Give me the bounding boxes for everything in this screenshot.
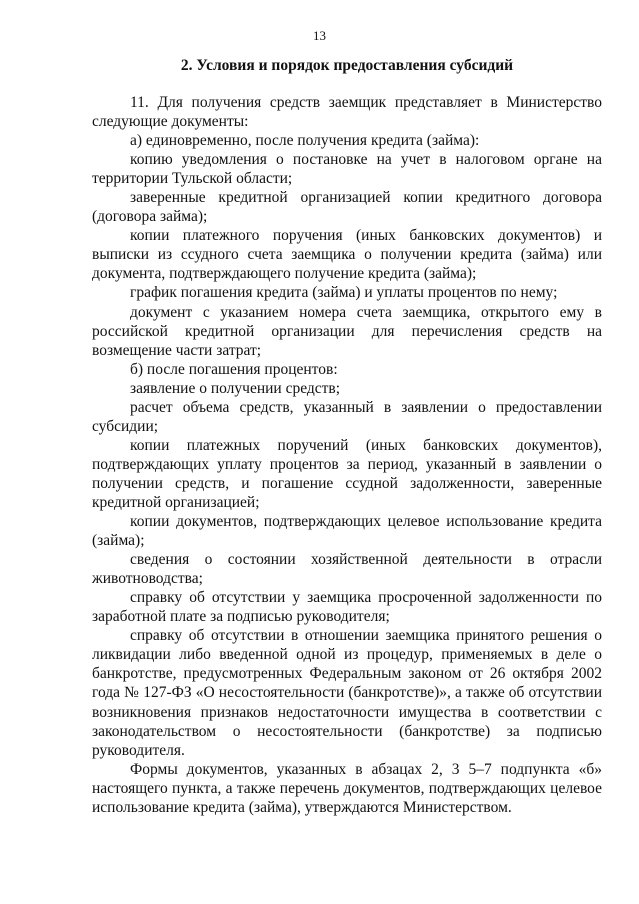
page-number: 13 <box>313 28 326 43</box>
list-item: заявление о получении средств; <box>130 379 341 397</box>
paragraph-subitem-b: б) после погашения процентов: <box>130 360 338 378</box>
list-item: расчет объема средств, указанный в заявлении о предоставлении субсидии; <box>92 398 602 435</box>
list-item: копии документов, подтверждающих целевое использование кредита (займа); <box>92 513 602 550</box>
paragraph-forms-note: Формы документов, указанных в абзацах 2, 3 5–7 подпункта «б» настоящего пункта, а также перечень документов, подтверждающих целевое использование кредита (займа), утверждаются Министерством. <box>92 760 602 816</box>
list-item: заверенные кредитной организацией копии кредитного договора (договора займа); <box>92 189 602 226</box>
list-item: документ с указанием номера счета заемщика, открытого ему в российской кредитной организации для перечисления средств на возмещение части затрат; <box>92 303 602 359</box>
list-item: копии платежных поручений (иных банковских документов), подтверждающих уплату процентов за период, указанный в заявлении о получении средств, и погашение ссудной задолженности, заверенные кредитной организацией; <box>92 436 602 511</box>
paragraph-11-intro: 11. Для получения средств заемщик представляет в Министерство следующие документы: <box>92 94 602 131</box>
section-heading: 2. Условия и порядок предоставления субсидий <box>180 57 514 74</box>
list-item: сведения о состоянии хозяйственной деятельности в отрасли животноводства; <box>92 551 602 588</box>
list-item: справку об отсутствии в отношении заемщика принятого решения о ликвидации либо введенной одной из процедур, применяемых в деле о банкротстве, предусмотренных Федеральным законом от 26 октября 2002 года № 127-ФЗ «О несостоятельности (банкротстве)», а также об отсутствии возникновения признаков недостаточности имущества в соответствии с законодательством о несостоятельности (банкротстве) за подписью руководителя. <box>92 627 602 759</box>
paragraph-subitem-a: а) единовременно, после получения кредита (займа): <box>130 132 480 150</box>
list-item: копии платежного поручения (иных банковских документов) и выписки из ссудного счета заемщика о получении кредита (займа) или документа, подтверждающего получение кредита (займа); <box>92 227 602 283</box>
section-body <box>92 93 602 817</box>
list-item: график погашения кредита (займа) и уплаты процентов по нему; <box>130 284 558 302</box>
list-item: копию уведомления о постановке на учет в налоговом органе на территории Тульской области; <box>92 151 602 188</box>
list-item: справку об отсутствии у заемщика просроченной задолженности по заработной плате за подписью руководителя; <box>92 589 602 626</box>
